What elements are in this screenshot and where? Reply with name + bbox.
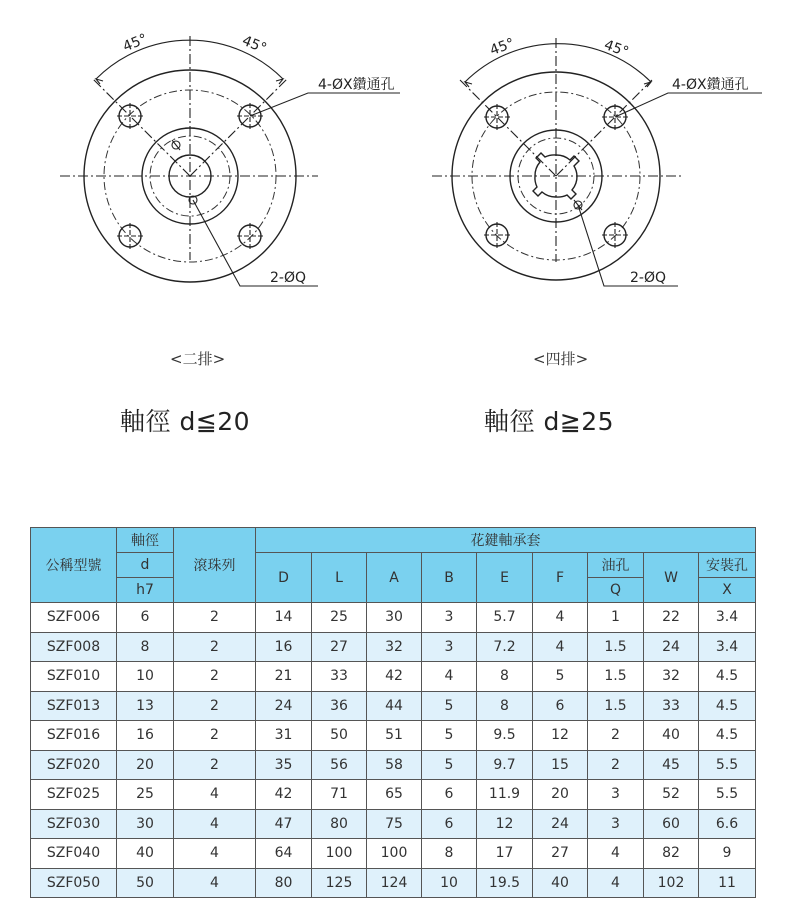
table-cell: 5 bbox=[422, 750, 477, 780]
table-cell: 3.4 bbox=[699, 632, 756, 662]
table-row bbox=[31, 721, 756, 751]
angle-label-left: 45° bbox=[487, 35, 517, 59]
table-cell: 24 bbox=[644, 632, 699, 662]
table-cell: 50 bbox=[117, 868, 174, 898]
table-cell: 31 bbox=[256, 721, 312, 751]
table-row bbox=[31, 809, 756, 839]
table-cell: 1.5 bbox=[588, 662, 644, 692]
table-cell: 100 bbox=[312, 839, 367, 869]
table-cell: 5.5 bbox=[699, 750, 756, 780]
header-D: D bbox=[256, 553, 312, 603]
table-cell: 50 bbox=[312, 721, 367, 751]
table-cell: 7.2 bbox=[477, 632, 533, 662]
table-cell: 42 bbox=[256, 780, 312, 810]
table-row bbox=[31, 632, 756, 662]
table-cell: 5 bbox=[533, 662, 588, 692]
table-row bbox=[31, 662, 756, 692]
table-cell: 6 bbox=[533, 691, 588, 721]
header-B: B bbox=[422, 553, 477, 603]
table-cell: 27 bbox=[312, 632, 367, 662]
table-row bbox=[31, 839, 756, 869]
table-cell: 52 bbox=[644, 780, 699, 810]
table-cell: 1 bbox=[588, 603, 644, 633]
table-cell: 24 bbox=[533, 809, 588, 839]
table-cell: 20 bbox=[533, 780, 588, 810]
header-ball-rows: 滾珠列 bbox=[174, 528, 256, 603]
table-cell: 4.5 bbox=[699, 691, 756, 721]
hole-callout: 4-ØX鑽通孔 bbox=[318, 77, 395, 93]
hole-callout: 4-ØX鑽通孔 bbox=[672, 77, 749, 93]
table-cell: 12 bbox=[533, 721, 588, 751]
table-cell: 4 bbox=[174, 868, 256, 898]
table-cell: 33 bbox=[644, 691, 699, 721]
hole-leader-line bbox=[615, 93, 762, 117]
table-cell: 47 bbox=[256, 809, 312, 839]
oil-hole-callout: 2-ØQ bbox=[270, 270, 306, 286]
table-cell: 14 bbox=[256, 603, 312, 633]
table-cell: 80 bbox=[312, 809, 367, 839]
table-cell: 125 bbox=[312, 868, 367, 898]
angle-label-right: 45° bbox=[601, 37, 631, 61]
table-cell: 4.5 bbox=[699, 662, 756, 692]
table-cell: 3 bbox=[422, 632, 477, 662]
header-model: 公稱型號 bbox=[31, 528, 117, 603]
spec-table bbox=[30, 527, 756, 898]
table-cell: 6 bbox=[422, 809, 477, 839]
table-cell: 19.5 bbox=[477, 868, 533, 898]
diagonal-centerline bbox=[556, 80, 652, 176]
table-cell: 8 bbox=[422, 839, 477, 869]
table-cell: 35 bbox=[256, 750, 312, 780]
table-cell: 58 bbox=[367, 750, 422, 780]
table-cell: 10 bbox=[422, 868, 477, 898]
table-cell: 4 bbox=[422, 662, 477, 692]
table-cell: 3 bbox=[422, 603, 477, 633]
table-cell: 4.5 bbox=[699, 721, 756, 751]
table-cell: 8 bbox=[477, 662, 533, 692]
table-cell: 25 bbox=[312, 603, 367, 633]
table-cell: 56 bbox=[312, 750, 367, 780]
table-cell: 40 bbox=[117, 839, 174, 869]
table-cell: 11 bbox=[699, 868, 756, 898]
table-cell: SZF008 bbox=[31, 632, 117, 662]
table-cell: 25 bbox=[117, 780, 174, 810]
header-L: L bbox=[312, 553, 367, 603]
table-cell: 4 bbox=[174, 780, 256, 810]
table-cell: 8 bbox=[117, 632, 174, 662]
table-cell: 71 bbox=[312, 780, 367, 810]
table-cell: 4 bbox=[588, 839, 644, 869]
table-cell: 9.5 bbox=[477, 721, 533, 751]
table-cell: 4 bbox=[174, 809, 256, 839]
table-cell: 2 bbox=[174, 750, 256, 780]
table-cell: 10 bbox=[117, 662, 174, 692]
header-sleeve: 花鍵軸承套 bbox=[256, 528, 756, 553]
table-cell: 102 bbox=[644, 868, 699, 898]
angle-label-left: 45° bbox=[120, 31, 150, 56]
table-cell: 36 bbox=[312, 691, 367, 721]
header-oil-hole: 油孔 bbox=[588, 553, 644, 578]
table-cell: SZF025 bbox=[31, 780, 117, 810]
table-cell: 16 bbox=[256, 632, 312, 662]
drawing-caption-four-row: <四排> bbox=[533, 350, 589, 368]
table-cell: 30 bbox=[367, 603, 422, 633]
table-cell: 12 bbox=[477, 809, 533, 839]
table-cell: 80 bbox=[256, 868, 312, 898]
shaft-condition-two-row: 軸徑 d≦20 bbox=[120, 407, 251, 436]
header-F: F bbox=[533, 553, 588, 603]
table-cell: 2 bbox=[588, 750, 644, 780]
table-cell: SZF006 bbox=[31, 603, 117, 633]
table-cell: 2 bbox=[174, 632, 256, 662]
table-cell: 5 bbox=[422, 721, 477, 751]
table-cell: 1.5 bbox=[588, 632, 644, 662]
table-cell: 32 bbox=[367, 632, 422, 662]
table-cell: 20 bbox=[117, 750, 174, 780]
table-cell: 2 bbox=[174, 662, 256, 692]
table-cell: 44 bbox=[367, 691, 422, 721]
header-A: A bbox=[367, 553, 422, 603]
table-cell: 4 bbox=[588, 868, 644, 898]
table-cell: 65 bbox=[367, 780, 422, 810]
table-cell: 64 bbox=[256, 839, 312, 869]
table-cell: 2 bbox=[174, 721, 256, 751]
table-cell: SZF010 bbox=[31, 662, 117, 692]
table-cell: 5.7 bbox=[477, 603, 533, 633]
header-d: d bbox=[117, 553, 174, 578]
header-shaft: 軸徑 bbox=[117, 528, 174, 553]
table-cell: SZF013 bbox=[31, 691, 117, 721]
table-cell: 16 bbox=[117, 721, 174, 751]
table-cell: 6.6 bbox=[699, 809, 756, 839]
table-cell: 6 bbox=[422, 780, 477, 810]
header-mount-hole: 安裝孔 bbox=[699, 553, 756, 578]
table-cell: 5.5 bbox=[699, 780, 756, 810]
header-h7: h7 bbox=[117, 578, 174, 603]
header-Q: Q bbox=[588, 578, 644, 603]
table-cell: SZF040 bbox=[31, 839, 117, 869]
table-cell: SZF050 bbox=[31, 868, 117, 898]
table-row bbox=[31, 691, 756, 721]
table-row bbox=[31, 750, 756, 780]
table-cell: 100 bbox=[367, 839, 422, 869]
table-cell: 4 bbox=[533, 603, 588, 633]
table-cell: 5 bbox=[422, 691, 477, 721]
table-cell: 40 bbox=[644, 721, 699, 751]
table-cell: 24 bbox=[256, 691, 312, 721]
header-E: E bbox=[477, 553, 533, 603]
header-W: W bbox=[644, 553, 699, 603]
table-row bbox=[31, 780, 756, 810]
angle-label-right: 45° bbox=[239, 32, 269, 57]
table-cell: 33 bbox=[312, 662, 367, 692]
drawing-caption-two-row: <二排> bbox=[170, 350, 226, 368]
table-cell: 6 bbox=[117, 603, 174, 633]
table-cell: 3 bbox=[588, 809, 644, 839]
table-cell: 42 bbox=[367, 662, 422, 692]
table-cell: 2 bbox=[174, 603, 256, 633]
table-cell: 30 bbox=[117, 809, 174, 839]
table-cell: 15 bbox=[533, 750, 588, 780]
table-cell: 75 bbox=[367, 809, 422, 839]
table-cell: 13 bbox=[117, 691, 174, 721]
table-cell: 45 bbox=[644, 750, 699, 780]
table-cell: SZF016 bbox=[31, 721, 117, 751]
table-cell: 2 bbox=[588, 721, 644, 751]
table-cell: 32 bbox=[644, 662, 699, 692]
arrowhead bbox=[276, 79, 283, 84]
table-cell: 124 bbox=[367, 868, 422, 898]
diagonal-centerline bbox=[460, 80, 556, 176]
table-row bbox=[31, 603, 756, 633]
table-cell: 3 bbox=[588, 780, 644, 810]
hole-leader-line bbox=[250, 93, 400, 116]
header-X: X bbox=[699, 578, 756, 603]
table-cell: 40 bbox=[533, 868, 588, 898]
table-cell: 27 bbox=[533, 839, 588, 869]
table-cell: 9.7 bbox=[477, 750, 533, 780]
oil-hole-callout: 2-ØQ bbox=[630, 270, 666, 286]
table-cell: 9 bbox=[699, 839, 756, 869]
oil-hole bbox=[172, 140, 180, 150]
table-cell: 82 bbox=[644, 839, 699, 869]
table-row bbox=[31, 868, 756, 898]
table-cell: 4 bbox=[174, 839, 256, 869]
table-cell: 11.9 bbox=[477, 780, 533, 810]
table-cell: 1.5 bbox=[588, 691, 644, 721]
table-cell: 60 bbox=[644, 809, 699, 839]
flange-drawing-four-row bbox=[432, 35, 762, 286]
table-cell: 51 bbox=[367, 721, 422, 751]
table-cell: 3.4 bbox=[699, 603, 756, 633]
table-cell: 17 bbox=[477, 839, 533, 869]
table-cell: 4 bbox=[533, 632, 588, 662]
table-cell: 2 bbox=[174, 691, 256, 721]
table-cell: SZF020 bbox=[31, 750, 117, 780]
table-cell: 21 bbox=[256, 662, 312, 692]
table-cell: 8 bbox=[477, 691, 533, 721]
flange-drawing-two-row bbox=[60, 31, 400, 286]
table-cell: 22 bbox=[644, 603, 699, 633]
table-cell: SZF030 bbox=[31, 809, 117, 839]
shaft-condition-four-row: 軸徑 d≧25 bbox=[484, 407, 615, 436]
